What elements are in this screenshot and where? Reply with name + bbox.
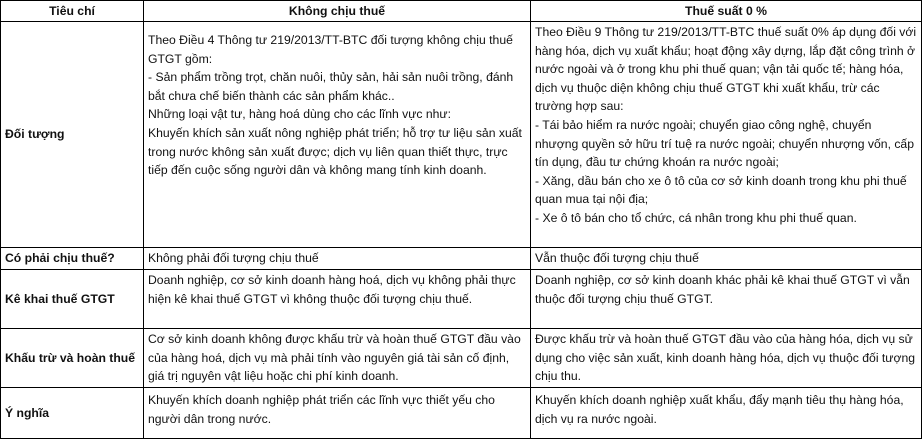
zero-rate-cell: Được khấu trừ và hoàn thuế GTGT đầu vào của hàng hóa, dịch vụ sử dụng cho việc sản xuất, kinh doanh hàng hóa, dịch vụ thuộc đối tượng chịu thu. [531,329,922,388]
table-row-meaning [1,388,922,439]
non-taxable-cell: Không phải đối tượng chịu thuế [144,248,531,270]
criterion-cell: Khấu trừ và hoàn thuế [1,329,144,388]
text-line: Theo Điều 9 Thông tư 219/2013/TT-BTC thuế suất 0% áp dụng đối với hàng hóa, dịch vụ xuất khẩu; hoạt động xây dựng, lắp đặt công trình ở nước ngoài và ở trong khu phi thuế quan; vận tải quốc tế; hàng hóa, dịch vụ thuộc diện không chịu thuế GTGT khi xuất khẩu, trừ các trường hợp sau: [535,25,917,114]
non-taxable-cell: Doanh nghiệp, cơ sở kinh doanh hàng hoá, dịch vụ không phải thực hiện kê khai thuế GTGT vì không thuộc đối tượng chịu thuế. [144,270,531,329]
header-zero-rate: Thuế suất 0 % [531,1,922,22]
text-line: Theo Điều 4 Thông tư 219/2013/TT-BTC đối tượng không chịu thuế GTGT gồm: [148,33,513,66]
zero-rate-cell: Vẫn thuộc đối tượng chịu thuế [531,248,922,270]
zero-rate-cell: Khuyến khích doanh nghiệp xuất khẩu, đẩy mạnh tiêu thụ hàng hóa, dịch vụ ra nước ngoài. [531,388,922,439]
non-taxable-cell [144,22,531,248]
text-line: - Xe ô tô bán cho tổ chức, cá nhân trong khu phi thuế quan. [535,210,857,225]
text-line: Khuyến khích sản xuất nông nghiệp phát triển; hỗ trợ tư liệu sản xuất trong nước không sản xuất được; dịch vụ liên quan thiết thực, trực tiếp đến cuộc sống người dân và không mang tính kinh doanh. [148,125,522,178]
text-line: - Tái bảo hiểm ra nước ngoài; chuyển giao công nghệ, chuyển nhượng quyền sở hữu trí tuệ ra nước ngoài; chuyển nhượng vốn, cấp tín dụng, đầu tư chứng khoán ra nước ngoài; [535,117,914,170]
criterion-cell: Có phải chịu thuế? [1,248,144,270]
text-line: - Xăng, dầu bán cho xe ô tô của cơ sở kinh doanh trong khu phi thuế quan mua tại nội địa; [535,173,907,207]
text-line: Những loại vật tư, hàng hoá dùng cho các lĩnh vực như: [148,107,451,122]
zero-rate-cell: Doanh nghiệp, cơ sở kinh doanh khác phải kê khai thuế GTGT vì vẫn thuộc đối tượng chịu thuế GTGT. [531,270,922,329]
zero-rate-cell [531,22,922,248]
non-taxable-cell: Cơ sở kinh doanh không được khấu trừ và hoàn thuế GTGT đầu vào của hàng hoá, dịch vụ mà phải tính vào nguyên giá tài sản cố định, giá trị nguyên vật liệu hoặc chi phí kinh doanh. [144,329,531,388]
header-row [1,1,922,22]
table-row-taxable [1,248,922,270]
table-row-subject [1,22,922,248]
criterion-cell: Đối tượng [1,22,144,248]
criterion-cell: Kê khai thuế GTGT [1,270,144,329]
header-non-taxable: Không chịu thuế [144,1,531,22]
header-criterion: Tiêu chí [1,1,144,22]
non-taxable-cell: Khuyến khích doanh nghiệp phát triển các lĩnh vực thiết yếu cho người dân trong nước. [144,388,531,439]
text-line: - Sản phẩm trồng trọt, chăn nuôi, thủy sản, hải sản nuôi trồng, đánh bắt chưa chế biến thành các sản phẩm khác.. [148,70,514,103]
table-row-deduction [1,329,922,388]
table-row-declaration [1,270,922,329]
criterion-cell: Ý nghĩa [1,388,144,439]
